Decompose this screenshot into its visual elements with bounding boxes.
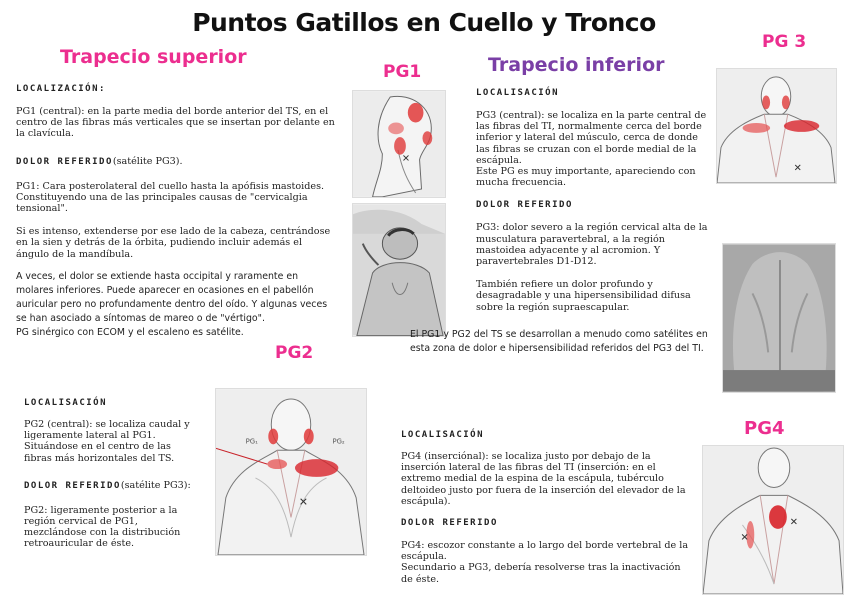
pg2-location-text: PG2 (central): se localiza caudal y ligeramente lateral al PG1. Situándose en el centro de las fibras más horizontales del TS.: [24, 419, 190, 464]
svg-text:✕: ✕: [401, 153, 411, 165]
pg4-illustration: [703, 446, 843, 594]
pg2-illustration: [216, 389, 366, 555]
page-title: Puntos Gatillos en Cuello y Tronco: [192, 8, 656, 37]
svg-text:✕: ✕: [793, 163, 802, 175]
pg3-location-text: PG3 (central): se localiza en la parte central de las fibras del TI, normalmente cerca del borde inferior y lateral del músculo, cerca de donde las fibras se cruzan con el borde medial de la escápula.: [476, 110, 707, 166]
satellite-text: El PG1 y PG2 del TS se desarrollan a menudo como satélites en esta zona de dolor e hipersensibilidad referidos del PG3 del TI.: [410, 329, 708, 354]
svg-text:✕: ✕: [298, 495, 308, 509]
localizacion-label: LOCALIZACIÓN:: [16, 84, 106, 94]
pg2-back-view-image: [215, 388, 367, 556]
pg-right-figure-label: PG₂: [332, 437, 345, 446]
occipital-pain-text: A veces, el dolor se extiende hasta occipital y raramente en molares inferiores. Puede aparecer en ocasiones en el pabellón auricular pero no profundamente dentro del oído. Y algunas veces se han asociado a síntomas de mareo o de "vértigo".: [16, 270, 328, 324]
pg3-label: PG 3: [762, 32, 807, 52]
back-photo-illustration: [723, 244, 835, 392]
pg3-deep-pain-text: También refiere un dolor profundo y desagradable y una hipersensibilidad difusa sobre la región supraescapular.: [476, 279, 691, 313]
trapecio-inferior-section: [476, 88, 708, 313]
svg-text:✕: ✕: [740, 532, 749, 544]
intense-pain-text: Si es intenso, extenderse por ese lado de la cabeza, centrándose en la sien y detrás de la órbita, pudiendo incluir además el ángulo de la mandíbula.: [16, 226, 331, 260]
pg3-localizacion-label: LOCALISACIÓN: [476, 88, 560, 98]
pg4-label: PG4: [744, 418, 785, 439]
dolor-referido-suffix: (satélite PG3).: [112, 155, 183, 167]
pg1-patient-photo: [352, 203, 446, 337]
pg1-side-view-image: [352, 90, 446, 198]
pg2-localizacion-label: LOCALISACIÓN: [24, 398, 108, 408]
synergic-text: PG sinérgico con ECOM y el escaleno es satélite.: [16, 326, 244, 338]
pg2-referred-text: PG2: ligeramente posterior a la región cervical de PG1, mezclándose con la distribución retroauricular de éste.: [24, 504, 181, 550]
pg3-referred-text: PG3: dolor severo a la región cervical alta de la musculatura paravertebral, a la región mastoidea adyacente y al acromion. Y paravertebrales D1-D12.: [476, 222, 708, 268]
pg4-back-view-image: [702, 445, 844, 595]
dolor-referido-label: DOLOR REFERIDO: [16, 156, 113, 167]
pg-left-figure-label: PG₁: [245, 437, 258, 446]
patient-illustration: [353, 204, 445, 336]
pg4-location-text: PG4 (inserciónal): se localiza justo por debajo de la inserción lateral de las fibras del TI (inserción: en el extremo medial de la espina de la escápula, tubérculo deltoideo justo por fuera de la inserción del elevador de la escápula).: [401, 451, 686, 507]
pg3-dolor-referido-label: DOLOR REFERIDO: [476, 200, 573, 211]
pg3-illustration: [717, 69, 836, 183]
pg2-dolor-referido-line: [24, 475, 194, 493]
heading-trapecio-superior: Trapecio superior: [60, 46, 247, 68]
pg4-dolor-referido-label: DOLOR REFERIDO: [401, 518, 498, 529]
trapecio-superior-section: [16, 84, 338, 340]
pg4-section: [401, 430, 691, 585]
pg1-label: PG1: [383, 62, 422, 82]
pg3-back-photo: [722, 243, 836, 393]
dolor-referido-line: [16, 151, 338, 169]
pg1-referred-text: PG1: Cara posterolateral del cuello hasta la apófisis mastoides. Constituyendo una de las principales causas de "cervicalgia tensional".: [16, 180, 325, 215]
pg1-location-text: PG1 (central): en la parte media del borde anterior del TS, en el centro de las fibras más verticales que se insertan por delante en la clavícula.: [16, 106, 335, 140]
pg2-section: [24, 398, 194, 550]
pg4-localizacion-label: LOCALISACIÓN: [401, 430, 485, 440]
pg2-dolor-referido-suffix: (satélite PG3):: [120, 479, 191, 491]
pg3-importance-text: Este PG es muy importante, apareciendo con mucha frecuencia.: [476, 166, 696, 189]
pg2-dolor-referido-label: DOLOR REFERIDO: [24, 480, 121, 491]
pg1-illustration: [353, 91, 445, 197]
svg-text:✕: ✕: [789, 516, 799, 528]
heading-trapecio-inferior: Trapecio inferior: [488, 54, 665, 76]
pg4-referred-text: PG4: escozor constante a lo largo del borde vertebral de la escápula.: [401, 540, 689, 563]
pg3-back-view-image: [716, 68, 837, 184]
pg4-secondary-text: Secundario a PG3, debería resolverse tras la inactivación de éste.: [401, 562, 681, 585]
pg2-label: PG2: [275, 343, 314, 363]
